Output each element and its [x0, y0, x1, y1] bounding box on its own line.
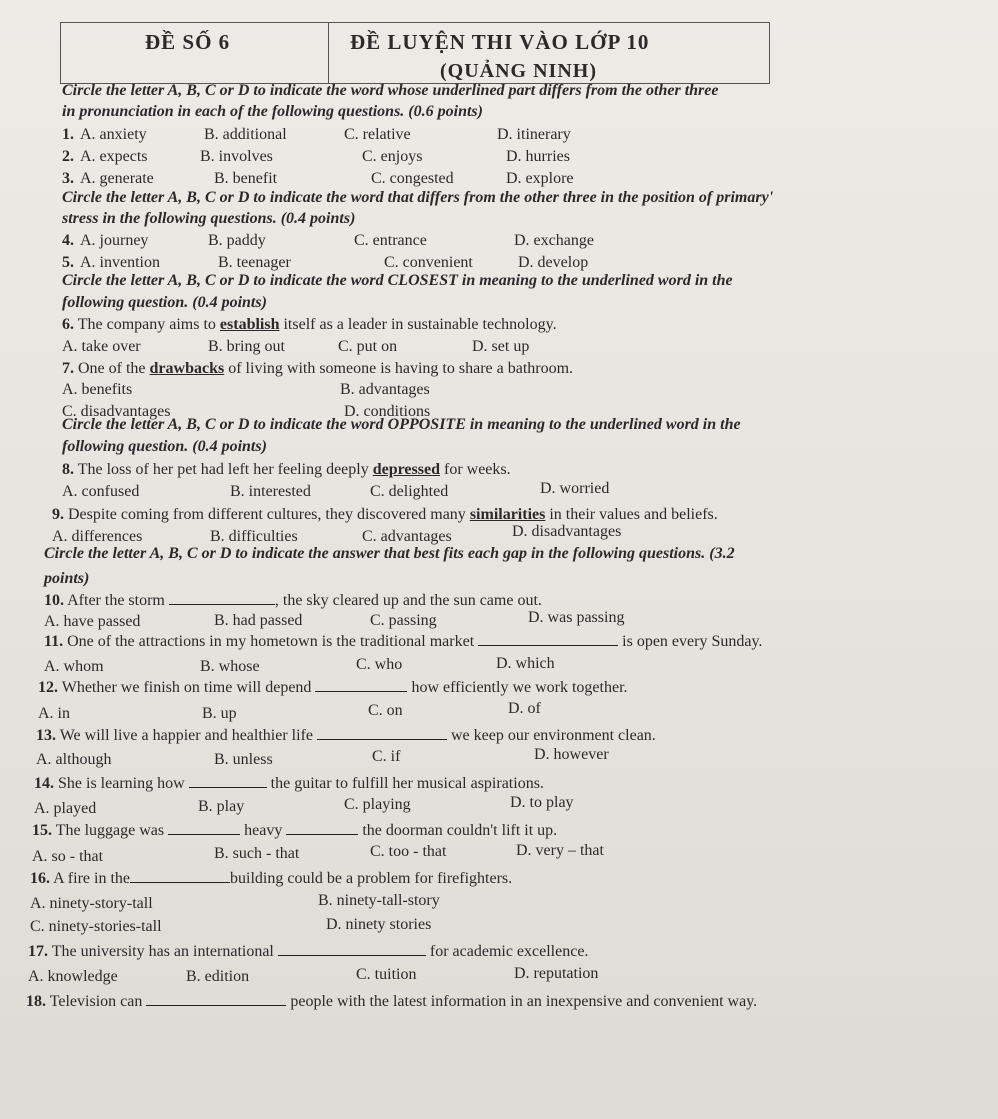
- q15-text-post: the doorman couldn't lift it up.: [362, 822, 558, 839]
- q8-stem: [62, 461, 511, 479]
- q9-number: 9.: [52, 506, 64, 523]
- q7-option-b[interactable]: B. advantages: [340, 381, 430, 398]
- q15-option-b[interactable]: B. such - that: [214, 845, 300, 862]
- q10-blank[interactable]: [169, 603, 275, 605]
- q11-stem: [44, 633, 762, 651]
- q13-blank[interactable]: [317, 738, 447, 740]
- q12-number: 12.: [38, 679, 58, 696]
- q13-option-b[interactable]: B. unless: [214, 751, 273, 768]
- q8-option-d[interactable]: D. worried: [540, 480, 610, 497]
- q4-number: 4.: [62, 232, 74, 249]
- q14-option-d[interactable]: D. to play: [510, 794, 574, 811]
- q13-number: 13.: [36, 727, 56, 744]
- q3-option-c[interactable]: C. congested: [371, 170, 454, 187]
- q11-option-b[interactable]: B. whose: [200, 658, 260, 675]
- q15-number: 15.: [32, 822, 52, 839]
- q6-stem: [62, 316, 557, 334]
- q18-blank[interactable]: [146, 1004, 286, 1006]
- q4-option-b[interactable]: B. paddy: [208, 232, 266, 249]
- q7-option-a[interactable]: A. benefits: [62, 381, 133, 398]
- q12-blank[interactable]: [315, 690, 407, 692]
- q4-option-a[interactable]: A. journey: [80, 232, 149, 249]
- q10-number: 10.: [44, 592, 64, 609]
- q9-underlined-word: similarities: [469, 506, 546, 523]
- q16-text-post: building could be a problem for firefighters.: [230, 870, 513, 887]
- q18-text-pre: Television can: [49, 993, 143, 1010]
- q18-stem: [26, 993, 757, 1011]
- q1-option-d[interactable]: D. itinerary: [497, 126, 571, 143]
- q1-option-a[interactable]: A. anxiety: [80, 126, 147, 143]
- exam-title: ĐỀ LUYỆN THI VÀO LỚP 10: [350, 30, 650, 54]
- q16-option-b[interactable]: B. ninety-tall-story: [318, 892, 440, 909]
- q12-text-post: how efficiently we work together.: [411, 679, 628, 696]
- q5-option-d[interactable]: D. develop: [518, 254, 589, 271]
- q15-blank-2[interactable]: [286, 833, 358, 835]
- q12-text-pre: Whether we finish on time will depend: [61, 679, 312, 696]
- q2-option-d[interactable]: D. hurries: [506, 148, 570, 165]
- q8-text-post: for weeks.: [443, 461, 511, 478]
- exam-region: (QUẢNG NINH): [440, 60, 597, 82]
- section-1-instruction-2: in pronunciation in each of the following questions. (0.6 points): [62, 103, 483, 120]
- q6-number: 6.: [62, 316, 74, 333]
- q7-option-d[interactable]: D. conditions: [344, 403, 431, 420]
- q7-option-c[interactable]: C. disadvantages: [62, 403, 171, 420]
- section-2-instruction-2: stress in the following questions. (0.4 points): [62, 210, 356, 227]
- q5-option-c[interactable]: C. convenient: [384, 254, 473, 271]
- q8-text-pre: The loss of her pet had left her feeling deeply: [77, 461, 369, 478]
- q9-text-pre: Despite coming from different cultures, they discovered many: [68, 506, 466, 523]
- q13-text-post: we keep our environment clean.: [451, 727, 656, 744]
- q13-stem: [36, 727, 656, 745]
- q16-stem: [30, 870, 512, 888]
- q12-option-c[interactable]: C. on: [368, 702, 403, 719]
- q5-option-a[interactable]: A. invention: [80, 254, 160, 271]
- q15-text-pre: The luggage was: [55, 822, 165, 839]
- q15-option-c[interactable]: C. too - that: [370, 843, 447, 860]
- q6-text-post: itself as a leader in sustainable technology.: [283, 316, 557, 333]
- section-3-instruction-2: following question. (0.4 points): [62, 294, 267, 311]
- q9-option-d[interactable]: D. disadvantages: [512, 523, 622, 540]
- q14-text-pre: She is learning how: [58, 775, 185, 792]
- q17-stem: [28, 943, 588, 961]
- q15-option-a[interactable]: A. so - that: [32, 848, 104, 865]
- q8-option-b[interactable]: B. interested: [230, 483, 311, 500]
- q8-underlined-word: depressed: [372, 461, 440, 478]
- q4-option-c[interactable]: C. entrance: [354, 232, 427, 249]
- q4-option-d[interactable]: D. exchange: [514, 232, 594, 249]
- q17-text-pre: The university has an international: [51, 943, 274, 960]
- q2-option-c[interactable]: C. enjoys: [362, 148, 423, 165]
- section-2-instruction: Circle the letter A, B, C or D to indicate the word that differs from the other three in the position of primary': [62, 189, 774, 206]
- q10-option-c[interactable]: C. passing: [370, 612, 437, 629]
- q7-text-pre: One of the: [78, 360, 146, 377]
- q7-text-post: of living with someone is having to share a bathroom.: [228, 360, 574, 377]
- q16-blank[interactable]: [130, 881, 230, 883]
- q15-stem: [32, 822, 557, 840]
- q14-stem: [34, 775, 544, 793]
- q17-option-d[interactable]: D. reputation: [514, 965, 599, 982]
- q8-option-a[interactable]: A. confused: [62, 483, 140, 500]
- q17-blank[interactable]: [278, 954, 426, 956]
- q2-option-b[interactable]: B. involves: [200, 148, 273, 165]
- q10-text-post: , the sky cleared up and the sun came out.: [274, 592, 542, 609]
- q14-blank[interactable]: [189, 786, 267, 788]
- q11-text-pre: One of the attractions in my hometown is the traditional market: [67, 633, 475, 650]
- q8-number: 8.: [62, 461, 74, 478]
- q16-option-a[interactable]: A. ninety-story-tall: [30, 895, 153, 912]
- section-4-instruction-2: following question. (0.4 points): [62, 438, 267, 455]
- q16-number: 16.: [30, 870, 50, 887]
- q18-text-post: people with the latest information in an inexpensive and convenient way.: [290, 993, 758, 1010]
- q10-option-d[interactable]: D. was passing: [528, 609, 625, 626]
- q6-option-b[interactable]: B. bring out: [208, 338, 285, 355]
- q9-option-c[interactable]: C. advantages: [362, 528, 452, 545]
- q16-option-d[interactable]: D. ninety stories: [326, 916, 432, 933]
- q11-option-a[interactable]: A. whom: [44, 658, 104, 675]
- section-5-instruction-2: points): [44, 570, 90, 587]
- q14-number: 14.: [34, 775, 54, 792]
- q2-option-a[interactable]: A. expects: [80, 148, 148, 165]
- q10-text-pre: After the storm: [67, 592, 165, 609]
- q11-text-post: is open every Sunday.: [622, 633, 763, 650]
- q3-option-b[interactable]: B. benefit: [214, 170, 278, 187]
- q6-underlined-word: establish: [219, 316, 280, 333]
- q14-option-b[interactable]: B. play: [198, 798, 245, 815]
- q9-stem: [52, 506, 718, 524]
- q18-number: 18.: [26, 993, 46, 1010]
- section-3-instruction: Circle the letter A, B, C or D to indicate the word CLOSEST in meaning to the underlined word in the: [62, 272, 733, 289]
- q9-option-a[interactable]: A. differences: [52, 528, 143, 545]
- q13-option-a[interactable]: A. although: [36, 751, 112, 768]
- q9-text-post: in their values and beliefs.: [549, 506, 718, 523]
- q12-option-b[interactable]: B. up: [202, 705, 237, 722]
- q12-option-a[interactable]: A. in: [38, 705, 70, 722]
- q9-option-b[interactable]: B. difficulties: [210, 528, 298, 545]
- q15-blank-1[interactable]: [168, 833, 240, 835]
- q5-number: 5.: [62, 254, 74, 271]
- section-4-instruction: Circle the letter A, B, C or D to indicate the word OPPOSITE in meaning to the underlined word in the: [62, 416, 741, 433]
- q11-blank[interactable]: [478, 644, 618, 646]
- q12-stem: [38, 679, 628, 697]
- q7-stem: [62, 360, 573, 378]
- q11-option-d[interactable]: D. which: [496, 655, 555, 672]
- q17-option-c[interactable]: C. tuition: [356, 966, 417, 983]
- q11-number: 11.: [44, 633, 64, 650]
- q6-option-d[interactable]: D. set up: [472, 338, 530, 355]
- q10-option-a[interactable]: A. have passed: [44, 613, 141, 630]
- q17-text-post: for academic excellence.: [429, 943, 589, 960]
- q15-option-d[interactable]: D. very – that: [516, 842, 604, 859]
- q17-option-b[interactable]: B. edition: [186, 968, 250, 985]
- q17-number: 17.: [28, 943, 48, 960]
- q5-option-b[interactable]: B. teenager: [218, 254, 291, 271]
- q3-option-a[interactable]: A. generate: [80, 170, 154, 187]
- q13-text-pre: We will live a happier and healthier life: [59, 727, 313, 744]
- q1-option-b[interactable]: B. additional: [204, 126, 287, 143]
- section-1-instruction: Circle the letter A, B, C or D to indicate the word whose underlined part differs from the other three: [62, 82, 719, 99]
- q6-option-a[interactable]: A. take over: [62, 338, 141, 355]
- exam-number: ĐỀ SỐ 6: [145, 30, 231, 54]
- q8-option-c[interactable]: C. delighted: [370, 483, 449, 500]
- q17-option-a[interactable]: A. knowledge: [28, 968, 118, 985]
- q13-option-c[interactable]: C. if: [372, 748, 401, 765]
- q1-number: 1.: [62, 126, 74, 143]
- q6-option-c[interactable]: C. put on: [338, 338, 398, 355]
- q10-stem: [44, 592, 542, 610]
- q14-option-c[interactable]: C. playing: [344, 796, 411, 813]
- q10-option-b[interactable]: B. had passed: [214, 612, 303, 629]
- q14-option-a[interactable]: A. played: [34, 800, 97, 817]
- q2-number: 2.: [62, 148, 74, 165]
- q7-underlined-word: drawbacks: [149, 360, 225, 377]
- q11-option-c[interactable]: C. who: [356, 656, 403, 673]
- q13-option-d[interactable]: D. however: [534, 746, 609, 763]
- q7-number: 7.: [62, 360, 74, 377]
- q3-number: 3.: [62, 170, 74, 187]
- q6-text-pre: The company aims to: [77, 316, 216, 333]
- q14-text-post: the guitar to fulfill her musical aspirations.: [270, 775, 544, 792]
- q16-text-pre: A fire in the: [53, 870, 130, 887]
- q15-text-mid: heavy: [244, 822, 283, 839]
- q3-option-d[interactable]: D. explore: [506, 170, 574, 187]
- section-5-instruction: Circle the letter A, B, C or D to indicate the answer that best fits each gap in the following questions. (3.2: [44, 545, 735, 562]
- q1-option-c[interactable]: C. relative: [344, 126, 411, 143]
- q16-option-c[interactable]: C. ninety-stories-tall: [30, 918, 162, 935]
- q12-option-d[interactable]: D. of: [508, 700, 541, 717]
